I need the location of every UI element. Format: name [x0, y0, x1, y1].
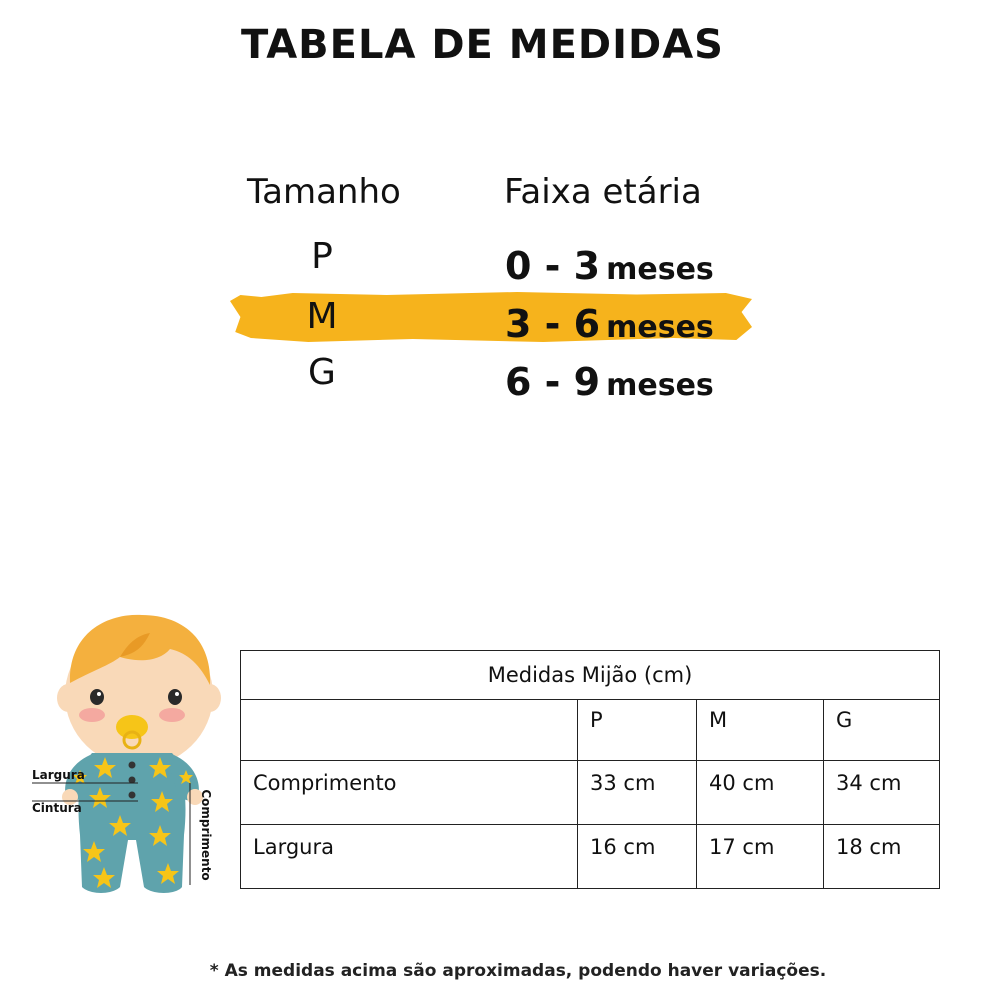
header-age-range: Faixa etária	[504, 172, 702, 212]
pacifier	[116, 715, 148, 739]
header-cell-m: M	[697, 700, 824, 761]
age-range-value: 3 - 6	[505, 302, 601, 346]
size-p: P	[311, 236, 333, 277]
age-range-m	[505, 302, 714, 346]
header-size: Tamanho	[247, 172, 401, 212]
age-range-p	[505, 244, 714, 288]
header-cell-p: P	[578, 700, 697, 761]
table-cell: 40 cm	[697, 761, 824, 825]
size-m: M	[306, 296, 338, 337]
age-range-unit: meses	[606, 368, 714, 403]
table-header-row	[241, 700, 940, 761]
age-range-value: 6 - 9	[505, 360, 601, 404]
eye-right	[168, 689, 182, 705]
age-range-unit: meses	[606, 310, 714, 345]
footnote: * As medidas acima são aproximadas, podendo haver variações.	[209, 961, 827, 981]
age-range-g	[505, 360, 714, 404]
row-label: Largura	[241, 825, 578, 889]
page-title: TABELA DE MEDIDAS	[241, 22, 724, 68]
label-width: Largura	[32, 768, 85, 782]
table-cell: 17 cm	[697, 825, 824, 889]
table-cell: 34 cm	[824, 761, 940, 825]
table-cell: 16 cm	[578, 825, 697, 889]
age-range-unit: meses	[606, 252, 714, 287]
table-row	[241, 761, 940, 825]
measurements-table	[240, 650, 940, 889]
row-label: Comprimento	[241, 761, 578, 825]
label-length: Comprimento	[199, 789, 213, 881]
cheek-right	[159, 708, 185, 722]
size-g: G	[308, 352, 336, 393]
table-row	[241, 825, 940, 889]
baby-illustration	[20, 605, 250, 905]
eye-left	[90, 689, 104, 705]
table-cell: 18 cm	[824, 825, 940, 889]
header-cell	[241, 700, 578, 761]
table-caption: Medidas Mijão (cm)	[241, 651, 940, 700]
header-cell-g: G	[824, 700, 940, 761]
table-cell: 33 cm	[578, 761, 697, 825]
label-waist: Cintura	[32, 801, 82, 815]
cheek-left	[79, 708, 105, 722]
age-range-value: 0 - 3	[505, 244, 601, 288]
